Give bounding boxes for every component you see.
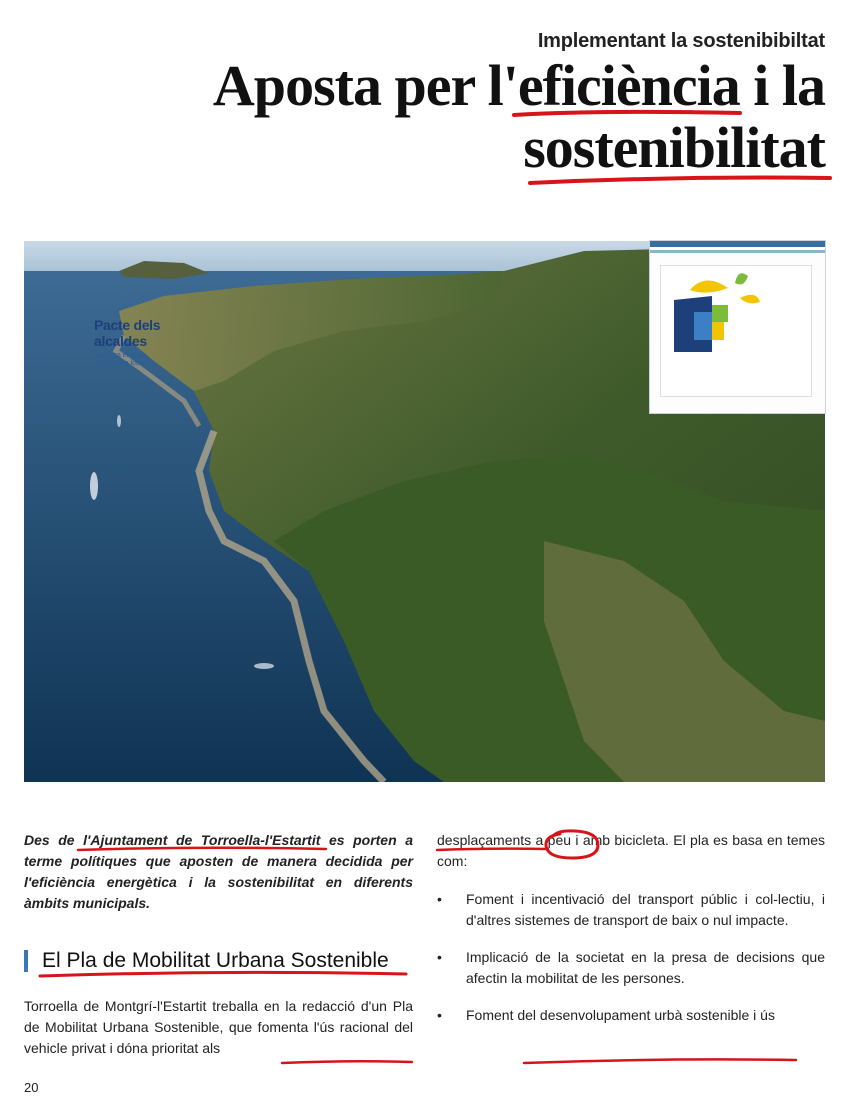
title-line-1: Aposta per l'eficiència i la (212, 53, 825, 118)
logo-tagline: per una energia sostenible local (97, 352, 147, 367)
logo-name-line-1: Pacte dels (94, 317, 161, 333)
underline-desenvolupament (524, 1059, 796, 1063)
topic-list (437, 889, 825, 1026)
section-heading-bar (24, 950, 28, 972)
pacte-alcaldes-logo-card (650, 241, 825, 413)
list-item: • Foment del desenvolupament urbà sostenible i ús (437, 1005, 825, 1026)
section-kicker: Implementant la sostenibibiltat (537, 30, 825, 52)
list-item: • Implicació de la societat en la presa de decisions que afectin la mobilitat de les persones. (437, 947, 825, 989)
body-paragraph-2: desplaçaments a peu i amb bicicleta. El pla es basa en temes com: (437, 832, 825, 869)
underline-dona-prioritat (282, 1061, 412, 1063)
logo-card-stripe (650, 250, 825, 253)
logo-name-line-2: alcaldes (94, 333, 147, 349)
page-title (213, 55, 825, 179)
title-line-2: sostenibilitat (523, 115, 825, 180)
section-heading-text: El Pla de Mobilitat Urbana Sostenible (42, 949, 389, 972)
lead-paragraph: Des de l'Ajuntament de Torroella-l'Estartit es porten a terme polítiques que aposten de manera decidida per l'eficiència energètica i la sostenibilitat en diferents àmbits municipals. (24, 832, 413, 911)
section-heading (24, 947, 389, 975)
logo-inner-panel (660, 265, 812, 397)
body-paragraph-1: Torroella de Montgrí-l'Estartit treballa en la redacció d'un Pla de Mobilitat Urbana Sostenible, que fomenta l'ús racional del vehicle privat i dóna prioritat als (24, 998, 413, 1056)
right-column (437, 830, 825, 1026)
list-item: • Foment i incentivació del transport públic i col-lectiu, i d'altres sistemes de transport de baix o nul impacte. (437, 889, 825, 931)
page-number: 20 (24, 1080, 39, 1095)
